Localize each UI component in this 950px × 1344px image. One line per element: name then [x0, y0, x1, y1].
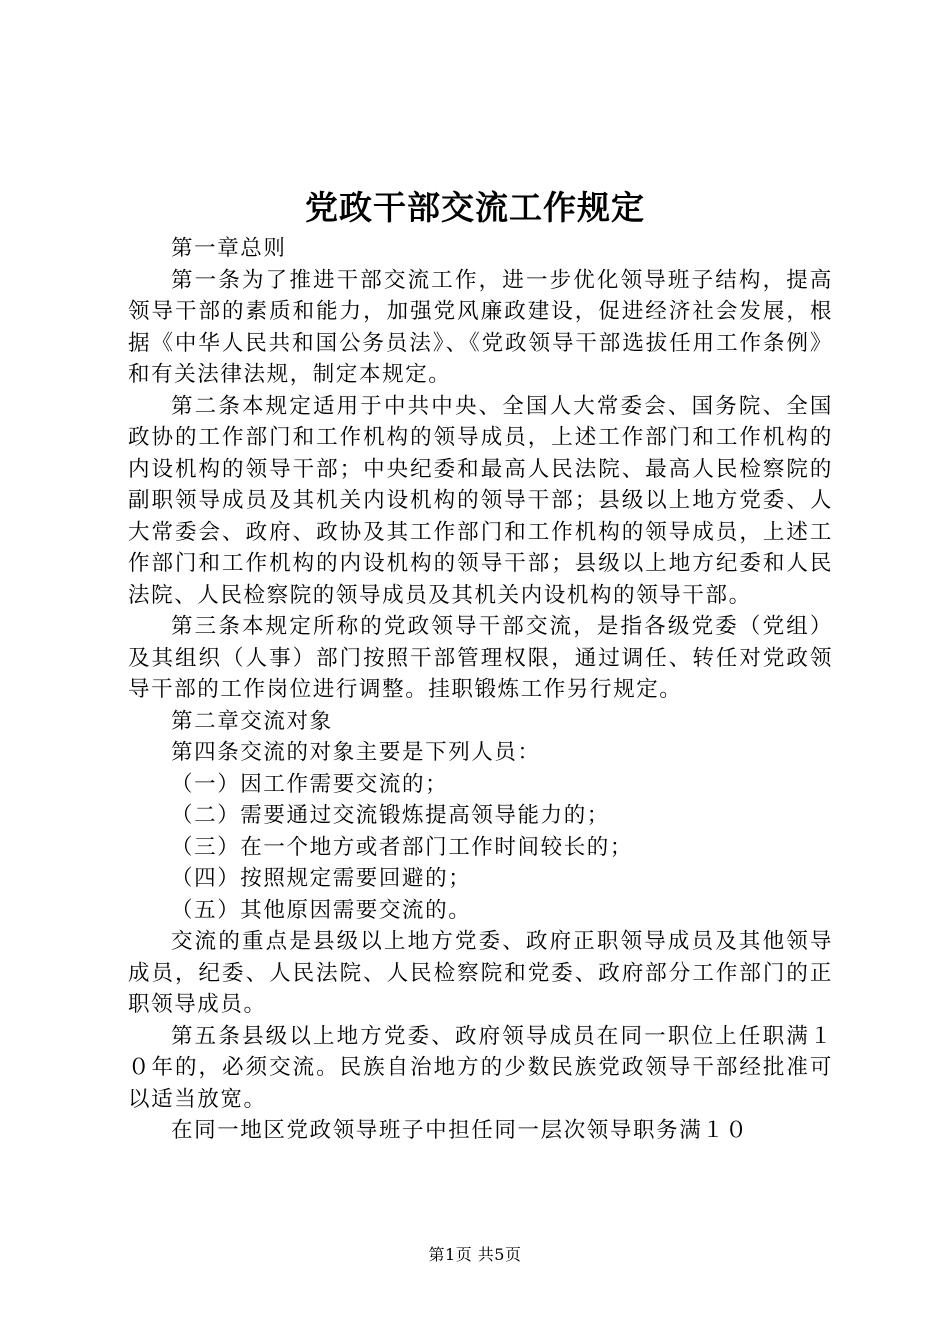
article-paragraph: 在同一地区党政领导班子中担任同一层次领导职务满１０	[171, 1118, 749, 1143]
article-paragraph: 第一条为了推进干部交流工作，进一步优化领导班子结构，提高领导干部的素质和能力，加强党风廉政建设，促进经济社会发展，根据《中华人民共和国公务员法》、《党政领导干部选拔任用工作条例》和有关法律法规，制定本规定。	[128, 267, 833, 387]
list-item: （五）其他原因需要交流的。	[171, 897, 472, 923]
article-paragraph: 第三条本规定所称的党政领导干部交流，是指各级党委（党组）及其组织（人事）部门按照干部管理权限，通过调任、转任对党政领导干部的工作岗位进行调整。挂职锻炼工作另行规定。	[128, 614, 833, 702]
article-paragraph: 交流的重点是县级以上地方党委、政府正职领导成员及其他领导成员，纪委、人民法院、人民检察院和党委、政府部分工作部门的正职领导成员。	[128, 929, 833, 1017]
list-item: （三）在一个地方或者部门工作时间较长的；	[171, 834, 634, 860]
list-item: （一）因工作需要交流的；	[171, 771, 449, 797]
page-number-footer: 第1页 共5页	[428, 1245, 522, 1264]
document-body	[128, 233, 833, 1147]
list-item: （四）按照规定需要回避的；	[171, 866, 472, 891]
chapter-heading: 第一章总则	[171, 236, 287, 261]
document-title: 党政干部交流工作规定	[305, 188, 645, 227]
chapter-heading: 第二章交流对象	[171, 708, 333, 734]
article-paragraph: 第五条县级以上地方党委、政府领导成员在同一职位上任职满１０年的，必须交流。民族自治地方的少数民族党政领导干部经批准可以适当放宽。	[128, 1023, 833, 1112]
list-item: （二）需要通过交流锻炼提高领导能力的；	[171, 803, 610, 828]
article-paragraph: 第二条本规定适用于中共中央、全国人大常委会、国务院、全国政协的工作部门和工作机构的领导成员，上述工作部门和工作机构的内设机构的领导干部；中央纪委和最高人民法院、最高人民检察院的副职领导成员及其机关内设机构的领导干部；县级以上地方党委、人大常委会、政府、政协及其工作部门和工作机构的领导成员，上述工作部门和工作机构的内设机构的领导干部；县级以上地方纪委和人民法院、人民检察院的领导成员及其机关内设机构的领导干部。	[128, 393, 833, 608]
article-paragraph: 第四条交流的对象主要是下列人员：	[171, 740, 541, 765]
